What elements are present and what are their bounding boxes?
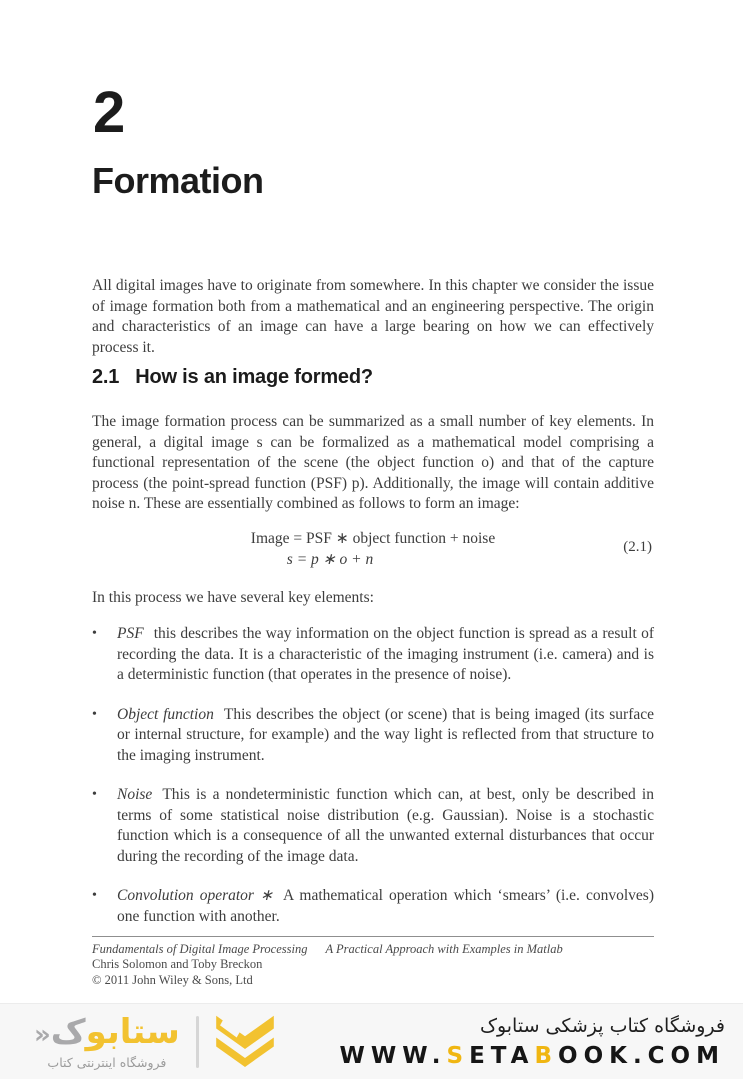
book-authors: Chris Solomon and Toby Breckon: [92, 957, 263, 971]
equation-block: [92, 528, 654, 572]
list-item: [92, 624, 654, 686]
chapter-title: Formation: [92, 160, 264, 201]
book-colophon: [92, 936, 654, 988]
setabook-banner: [0, 1003, 743, 1079]
section-heading: [92, 366, 373, 389]
bullet-icon: •: [92, 706, 97, 722]
body-paragraph: The image formation process can be summarized as a small number of key elements. In general, a digital image s can be formalized as a mathematical model comprising a functional representation of the scene (the object function o) and that of the capture process (the point-spread function (PSF) p). Additionally, the image will contain additive noise n. These are essentially combined as follows to form an image:: [92, 413, 654, 512]
book-copyright: © 2011 John Wiley & Sons, Ltd: [92, 972, 253, 987]
logo-divider: [196, 1016, 199, 1068]
logo-tagline: فروشگاه اینترنتی کتاب: [47, 1054, 167, 1070]
bullet-icon: •: [92, 787, 97, 802]
bullet-term: Object function: [117, 705, 214, 723]
book-subtitle: A Practical Approach with Examples in Matlab: [325, 942, 563, 956]
bullet-term: Convolution operator ∗: [117, 887, 274, 904]
bullet-text: this describes the way information on the object function is spread as a result of recording the data. It is a characteristic of the imaging instrument (i.e. camera) and is a deterministic function (that operates in the presence of noise).: [117, 625, 654, 683]
bullet-text: A mathematical operation which ‘smears’ (i.e. convolves) one function with another.: [117, 887, 654, 925]
bullet-text: This describes the object (or scene) that is being imaged (its surface or internal structure, for example) and the way light is reflected from that structure to the imaging instrument.: [117, 705, 654, 764]
equation-line-2: s = p ∗ o + n: [286, 551, 374, 568]
store-title: فروشگاه کتاب پزشکی ستابوک: [479, 1015, 725, 1037]
guillemet-icon: «: [34, 1019, 51, 1050]
setabook-wordmark: ستابوک«: [34, 1011, 180, 1052]
key-elements-intro: In this process we have several key elements:: [92, 589, 374, 606]
bullet-term: PSF: [117, 625, 144, 642]
setabook-url: WWW.SETABOOK.COM: [339, 1043, 725, 1069]
bullet-icon: •: [92, 888, 97, 903]
list-item: [92, 785, 654, 867]
section-number: 2.1: [92, 366, 120, 388]
list-item: [92, 886, 654, 927]
equation-lines: [251, 528, 495, 570]
chapter-number: 2: [93, 80, 125, 145]
list-item: [92, 705, 654, 767]
key-elements-list: [92, 624, 654, 946]
bullet-icon: •: [92, 626, 97, 641]
book-title: Fundamentals of Digital Image Processing: [92, 942, 308, 956]
equation-number: (2.1): [623, 539, 652, 555]
setabook-chevron-icon: [213, 1013, 277, 1071]
bullet-text: This is a nondeterministic function which can, at best, only be described in terms of some statistical noise distribution (e.g. Gaussian). Noise is a stochastic function which is a consequence of all the unwanted external disturbances that occur during the recording of the image data.: [117, 786, 654, 865]
intro-paragraph: All digital images have to originate from somewhere. In this chapter we consider the issue of image formation both from a mathematical and an engineering perspective. The origin and characteristics of an image can have a large bearing on how we can effectively process it.: [92, 277, 654, 356]
setabook-logo: [34, 1013, 277, 1071]
equation-line-1: Image = PSF ∗ object function + noise: [250, 530, 496, 547]
bullet-term: Noise: [117, 786, 153, 803]
section-title: How is an image formed?: [135, 366, 373, 388]
